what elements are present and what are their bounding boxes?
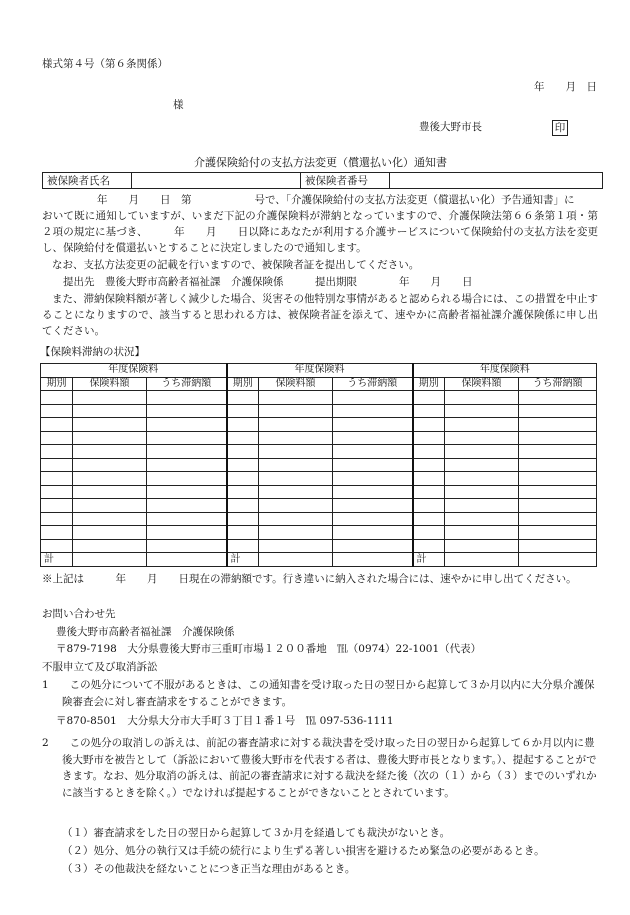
form-number: 様式第４号（第６条関係）	[42, 58, 168, 70]
col-arrears: うち滞納額	[147, 377, 227, 391]
fiscal-year-label: 年度保険料	[227, 364, 413, 378]
arrears-cell[interactable]	[259, 485, 333, 499]
arrears-cell[interactable]	[519, 499, 597, 513]
arrears-cell[interactable]	[227, 526, 259, 540]
arrears-cell[interactable]	[333, 512, 413, 526]
arrears-group-header-row	[41, 364, 597, 378]
arrears-cell[interactable]	[73, 391, 147, 405]
arrears-cell[interactable]	[413, 499, 445, 513]
arrears-cell[interactable]	[413, 512, 445, 526]
arrears-cell[interactable]	[41, 485, 73, 499]
arrears-cell[interactable]	[41, 512, 73, 526]
arrears-cell[interactable]	[445, 458, 519, 472]
col-premium: 保険料額	[445, 377, 519, 391]
contact-heading: お問い合わせ先	[42, 608, 116, 620]
arrears-cell[interactable]	[519, 391, 597, 405]
arrears-cell[interactable]	[445, 472, 519, 486]
review-board-address: 〒870-8501 大分県大分市大手町３丁目１番１号 ℡ 097-536-1111	[56, 715, 394, 727]
arrears-cell[interactable]	[73, 485, 147, 499]
appeal-subitem-2: （２）処分、処分の執行又は手続の続行により生ずる著しい損害を避けるため緊急の必要があるとき。	[62, 845, 545, 857]
arrears-cell[interactable]	[333, 418, 413, 432]
document-title: 介護保険給付の支払方法変更（償還払い化）通知書	[194, 156, 447, 169]
arrears-cell[interactable]	[227, 458, 259, 472]
arrears-cell[interactable]	[227, 539, 259, 553]
arrears-row	[41, 499, 597, 513]
arrears-cell[interactable]	[333, 526, 413, 540]
arrears-cell[interactable]	[73, 499, 147, 513]
arrears-cell[interactable]	[413, 404, 445, 418]
arrears-cell[interactable]	[41, 404, 73, 418]
arrears-cell[interactable]	[333, 499, 413, 513]
insured-number-value[interactable]	[390, 173, 603, 189]
col-period: 期別	[41, 377, 73, 391]
total-label: 計	[227, 553, 259, 567]
arrears-row	[41, 431, 597, 445]
arrears-cell[interactable]	[147, 458, 227, 472]
addressee-suffix: 様	[173, 99, 184, 111]
arrears-row	[41, 391, 597, 405]
arrears-cell[interactable]	[147, 499, 227, 513]
arrears-row	[41, 458, 597, 472]
arrears-cell[interactable]	[333, 472, 413, 486]
col-arrears: うち滞納額	[519, 377, 597, 391]
arrears-cell[interactable]	[259, 539, 333, 553]
arrears-cell[interactable]	[333, 391, 413, 405]
insured-name-value[interactable]	[132, 173, 301, 189]
submission-info: 提出先 豊後大野市高齢者福祉課 介護保険係 提出期限 年 月 日	[63, 276, 473, 288]
arrears-note: ※上記は 年 月 日現在の滞納額です。行き違いに納入された場合には、速やかに申し出てください。	[42, 573, 577, 585]
arrears-row	[41, 539, 597, 553]
arrears-row	[41, 472, 597, 486]
arrears-cell[interactable]	[259, 431, 333, 445]
arrears-cell[interactable]	[227, 404, 259, 418]
total-label: 計	[413, 553, 445, 567]
appeal-item-1: 1 この処分について不服があるときは、この通知書を受け取った日の翌日から起算して３か月以内に大分県介護保険審査会に対し審査請求をすることができます。	[42, 679, 595, 708]
arrears-cell[interactable]	[519, 418, 597, 432]
arrears-cell[interactable]	[445, 539, 519, 553]
total-cell[interactable]	[519, 553, 597, 567]
body-line-1: 年 月 日 第 号で、「介護保険給付の支払方法変更（償還払い化）予告通知書」に	[97, 194, 575, 206]
arrears-cell[interactable]	[41, 391, 73, 405]
arrears-cell[interactable]	[227, 472, 259, 486]
arrears-cell[interactable]	[413, 526, 445, 540]
body-paragraph-1: おいて既に通知していますが、いまだ下記の介護保険料が滞納となっていますので、介護保険法第６６条第１項・第２項の規定に基づき、 年 月 日以降にあなたが利用する介護サービスについて保険給付の支払方法を変更し、保険給付を償還払いとすることに決定しましたので通知します。	[42, 210, 598, 255]
arrears-row	[41, 512, 597, 526]
arrears-cell[interactable]	[413, 458, 445, 472]
arrears-cell[interactable]	[413, 472, 445, 486]
arrears-cell[interactable]	[445, 512, 519, 526]
col-premium: 保険料額	[259, 377, 333, 391]
arrears-cell[interactable]	[259, 458, 333, 472]
arrears-cell[interactable]	[147, 512, 227, 526]
arrears-cell[interactable]	[227, 485, 259, 499]
insured-number-label: 被保険者番号	[301, 173, 390, 189]
arrears-cell[interactable]	[445, 485, 519, 499]
arrears-cell[interactable]	[41, 472, 73, 486]
fiscal-year-label: 年度保険料	[41, 364, 227, 378]
arrears-cell[interactable]	[259, 472, 333, 486]
arrears-row	[41, 526, 597, 540]
arrears-cell[interactable]	[259, 391, 333, 405]
arrears-cell[interactable]	[73, 539, 147, 553]
arrears-cell[interactable]	[227, 391, 259, 405]
arrears-cell[interactable]	[73, 418, 147, 432]
arrears-cell[interactable]	[41, 418, 73, 432]
arrears-cell[interactable]	[147, 539, 227, 553]
arrears-cell[interactable]	[227, 512, 259, 526]
arrears-cell[interactable]	[519, 539, 597, 553]
fiscal-year-label: 年度保険料	[413, 364, 597, 378]
body-paragraph-4: また、滞納保険料額が著しく減少した場合、災害その他特別な事情があると認められる場合には、この措置を中止することになりますので、該当すると思われる方は、被保険者証を添えて、速やかに高齢者福祉課介護保険係に申し出てください。	[42, 293, 598, 338]
seal-box: 印	[552, 120, 568, 136]
arrears-cell[interactable]	[259, 512, 333, 526]
arrears-cell[interactable]	[519, 512, 597, 526]
appeal-item-2: 2 この処分の取消しの訴えは、前記の審査請求に対する裁決書を受け取った日の翌日から起算して６か月以内に豊後大野市を被告として（訴訟において豊後大野市を代表する者は、豊後大野市長となります。）、提起することができます。なお、処分取消の訴えは、前記の審査請求に対する裁決を経た後（次の（１）から（３）までのいずれかに該当するときを除く。）でなければ提起することができないこととされています。	[42, 737, 597, 799]
arrears-cell[interactable]	[147, 404, 227, 418]
arrears-cell[interactable]	[413, 539, 445, 553]
arrears-cell[interactable]	[519, 472, 597, 486]
arrears-cell[interactable]	[519, 458, 597, 472]
arrears-cell[interactable]	[147, 526, 227, 540]
arrears-cell[interactable]	[413, 391, 445, 405]
arrears-row	[41, 418, 597, 432]
total-label: 計	[41, 553, 73, 567]
arrears-cell[interactable]	[333, 458, 413, 472]
arrears-cell[interactable]	[73, 526, 147, 540]
arrears-cell[interactable]	[73, 472, 147, 486]
arrears-cell[interactable]	[519, 431, 597, 445]
arrears-cell[interactable]	[333, 539, 413, 553]
appeal-heading: 不服申立て及び取消訴訟	[42, 661, 158, 673]
arrears-cell[interactable]	[73, 404, 147, 418]
arrears-cell[interactable]	[413, 445, 445, 459]
arrears-cell[interactable]	[445, 499, 519, 513]
total-cell[interactable]	[147, 553, 227, 567]
arrears-cell[interactable]	[41, 539, 73, 553]
arrears-cell[interactable]	[73, 445, 147, 459]
arrears-cell[interactable]	[41, 445, 73, 459]
arrears-cell[interactable]	[227, 418, 259, 432]
arrears-total-row	[41, 553, 597, 567]
insured-info-table	[42, 172, 603, 189]
arrears-row	[41, 485, 597, 499]
sender-name: 豊後大野市長	[419, 121, 482, 133]
arrears-cell[interactable]	[519, 485, 597, 499]
arrears-cell[interactable]	[147, 485, 227, 499]
arrears-cell[interactable]	[445, 431, 519, 445]
arrears-cell[interactable]	[413, 418, 445, 432]
arrears-cell[interactable]	[259, 526, 333, 540]
col-premium: 保険料額	[73, 377, 147, 391]
arrears-table	[40, 363, 597, 567]
arrears-column-header-row	[41, 377, 597, 391]
arrears-cell[interactable]	[445, 404, 519, 418]
arrears-cell[interactable]	[147, 445, 227, 459]
arrears-cell[interactable]	[259, 418, 333, 432]
appeal-subitem-1: （１）審査請求をした日の翌日から起算して３か月を経過しても裁決がないとき。	[62, 827, 451, 839]
arrears-cell[interactable]	[519, 526, 597, 540]
arrears-cell[interactable]	[73, 512, 147, 526]
total-cell[interactable]	[259, 553, 333, 567]
body-paragraph-2: なお、支払方法変更の記載を行いますので、被保険者証を提出してください。	[52, 259, 420, 271]
total-cell[interactable]	[73, 553, 147, 567]
contact-address: 〒879-7198 大分県豊後大野市三重町市場１２００番地 ℡（0974）22-1001（代表）	[56, 643, 482, 655]
arrears-cell[interactable]	[445, 391, 519, 405]
contact-department: 豊後大野市高齢者福祉課 介護保険係	[56, 626, 235, 638]
arrears-heading: 【保険料滞納の状況】	[40, 346, 145, 358]
arrears-cell[interactable]	[445, 418, 519, 432]
arrears-row	[41, 404, 597, 418]
insured-name-label: 被保険者氏名	[43, 173, 132, 189]
col-arrears: うち滞納額	[333, 377, 413, 391]
arrears-cell[interactable]	[41, 526, 73, 540]
arrears-cell[interactable]	[259, 404, 333, 418]
arrears-cell[interactable]	[519, 404, 597, 418]
arrears-cell[interactable]	[259, 445, 333, 459]
arrears-cell[interactable]	[333, 404, 413, 418]
arrears-cell[interactable]	[445, 526, 519, 540]
arrears-cell[interactable]	[147, 418, 227, 432]
arrears-cell[interactable]	[413, 431, 445, 445]
arrears-cell[interactable]	[333, 445, 413, 459]
col-period: 期別	[227, 377, 259, 391]
arrears-cell[interactable]	[147, 431, 227, 445]
arrears-cell[interactable]	[227, 445, 259, 459]
arrears-cell[interactable]	[147, 391, 227, 405]
arrears-cell[interactable]	[259, 499, 333, 513]
total-cell[interactable]	[445, 553, 519, 567]
arrears-cell[interactable]	[445, 445, 519, 459]
arrears-cell[interactable]	[41, 458, 73, 472]
arrears-cell[interactable]	[519, 445, 597, 459]
arrears-cell[interactable]	[413, 485, 445, 499]
issue-date: 年 月 日	[534, 81, 597, 93]
arrears-cell[interactable]	[333, 485, 413, 499]
arrears-cell[interactable]	[147, 472, 227, 486]
col-period: 期別	[413, 377, 445, 391]
arrears-cell[interactable]	[41, 431, 73, 445]
total-cell[interactable]	[333, 553, 413, 567]
arrears-cell[interactable]	[73, 431, 147, 445]
arrears-row	[41, 445, 597, 459]
arrears-cell[interactable]	[227, 499, 259, 513]
appeal-subitem-3: （３）その他裁決を経ないことにつき正当な理由があるとき。	[62, 863, 356, 875]
arrears-cell[interactable]	[41, 499, 73, 513]
arrears-cell[interactable]	[333, 431, 413, 445]
arrears-cell[interactable]	[227, 431, 259, 445]
arrears-cell[interactable]	[73, 458, 147, 472]
